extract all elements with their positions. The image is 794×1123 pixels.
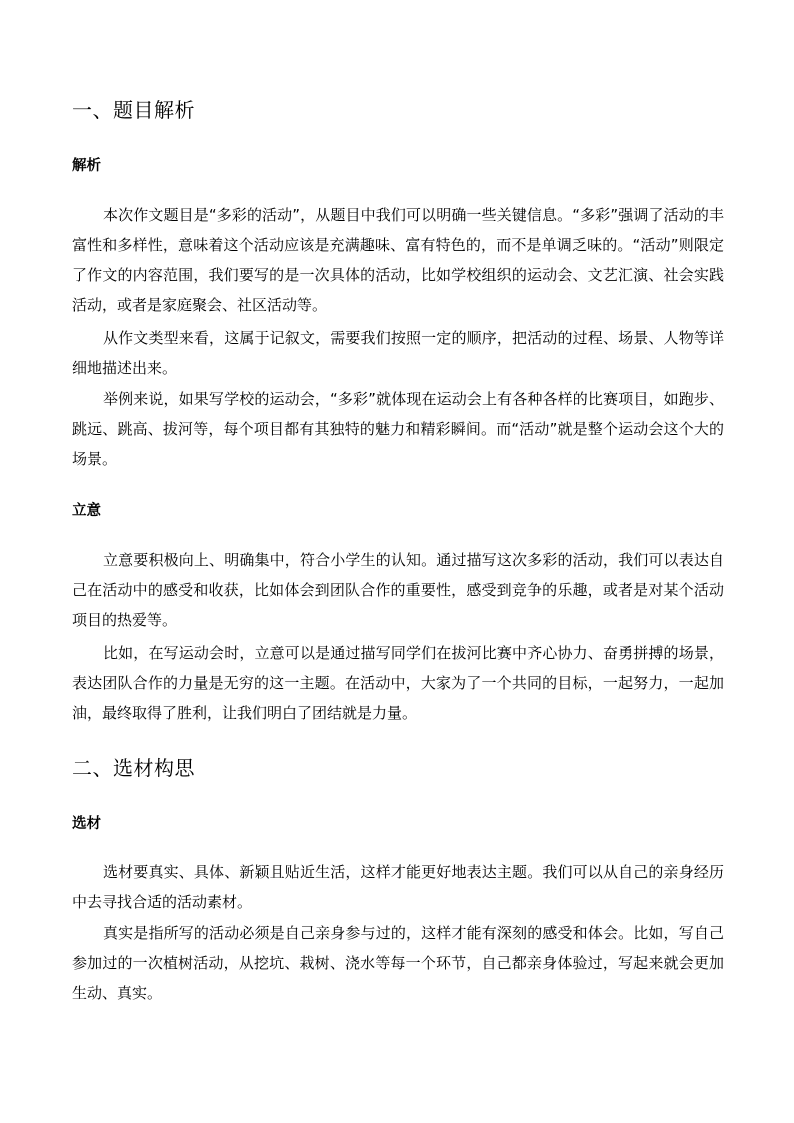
paragraph-analysis-3: 举例来说，如果写学校的运动会，“多彩”就体现在运动会上有各种各样的比赛项目，如跑步、跳远、跳高、拔河等，每个项目都有其独特的魅力和精彩瞬间。而“活动”就是整个运动会这个大的场景。 xyxy=(72,390,724,468)
paragraph-theme-1: 立意要积极向上、明确集中，符合小学生的认知。通过描写这次多彩的活动，我们可以表达自己在活动中的感受和收获，比如体会到团队合作的重要性，感受到竞争的乐趣，或者是对某个活动项目的热爱等。 xyxy=(72,551,724,629)
subheading-material: 选材 xyxy=(72,816,101,832)
section-heading-title-analysis: 一、题目解析 xyxy=(72,98,195,122)
paragraph-material-1: 选材要真实、具体、新颖且贴近生活，这样才能更好地表达主题。我们可以从自己的亲身经历中去寻找合适的活动素材。 xyxy=(72,863,724,911)
paragraph-analysis-2: 从作文类型来看，这属于记叙文，需要我们按照一定的顺序，把活动的过程、场景、人物等详细地描述出来。 xyxy=(72,329,724,377)
subheading-theme: 立意 xyxy=(72,503,101,519)
subheading-analysis: 解析 xyxy=(72,158,101,174)
paragraph-analysis-1: 本次作文题目是“多彩的活动”，从题目中我们可以明确一些关键信息。“多彩”强调了活动的丰富性和多样性，意味着这个活动应该是充满趣味、富有特色的，而不是单调乏味的。“活动”则限定了作文的内容范围，我们要写的是一次具体的活动，比如学校组织的运动会、文艺汇演、社会实践活动，或者是家庭聚会、社区活动等。 xyxy=(72,206,724,314)
section-heading-material-selection: 二、选材构思 xyxy=(72,756,195,780)
paragraph-theme-2: 比如，在写运动会时，立意可以是通过描写同学们在拔河比赛中齐心协力、奋勇拼搏的场景，表达团队合作的力量是无穷的这一主题。在活动中，大家为了一个共同的目标，一起努力，一起加油，最终取得了胜利，让我们明白了团结就是力量。 xyxy=(72,644,724,722)
paragraph-material-2: 真实是指所写的活动必须是自己亲身参与过的，这样才能有深刻的感受和体会。比如，写自己参加过的一次植树活动，从挖坑、栽树、浇水等每一个环节，自己都亲身体验过，写起来就会更加生动、真实。 xyxy=(72,924,724,1002)
